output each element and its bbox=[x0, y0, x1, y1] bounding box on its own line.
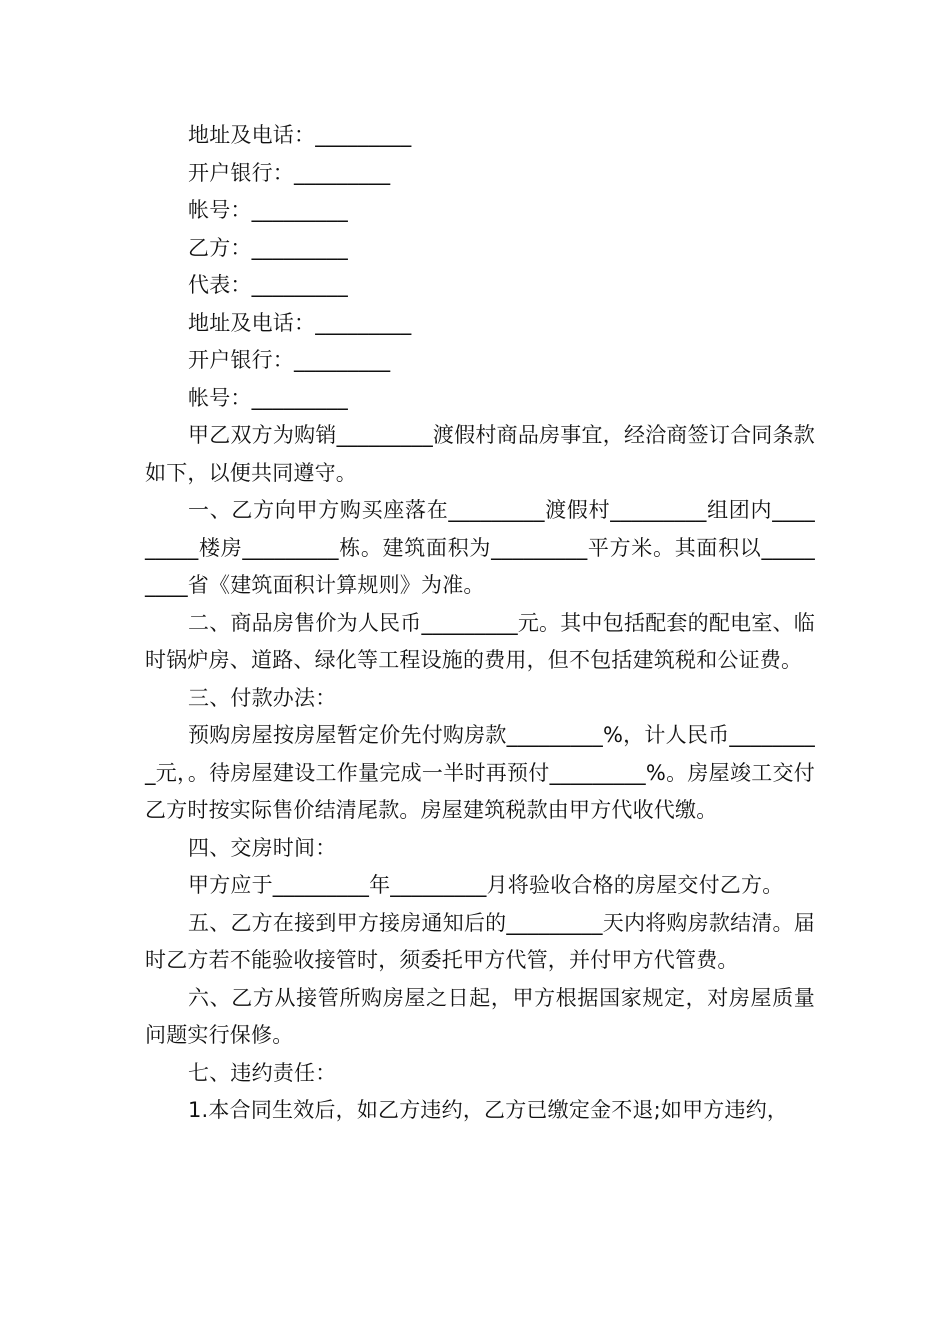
party-a-address-phone: 地址及电话：_________ bbox=[188, 123, 412, 147]
party-b-account: 帐号：_________ bbox=[188, 385, 348, 410]
clause-4-heading: 四、交房时间： bbox=[188, 835, 337, 860]
clause-5-paragraph: 五、乙方在接到甲方接房通知后的_________天内将购房款结清。届时乙方若不能验收接管时，须委托甲方代管，并付甲方代管费。 bbox=[145, 910, 815, 972]
party-a-bank: 开户银行：_________ bbox=[188, 160, 391, 185]
clause-7-item-1: 1.本合同生效后，如乙方违约，乙方已缴定金不退;如甲方违约， bbox=[188, 1098, 789, 1122]
preamble-paragraph: 甲乙双方为购销_________渡假村商品房事宜，经洽商签订合同条款如下，以便共同遵守。 bbox=[145, 423, 815, 485]
contract-body bbox=[145, 117, 815, 1130]
clause-7-heading: 七、违约责任： bbox=[188, 1060, 337, 1085]
party-b-representative: 代表：_________ bbox=[188, 273, 348, 297]
clause-6-paragraph: 六、乙方从接管所购房屋之日起，甲方根据国家规定，对房屋质量问题实行保修。 bbox=[145, 985, 815, 1047]
party-b-address-phone: 地址及电话：_________ bbox=[188, 310, 412, 335]
clause-4-paragraph: 甲方应于_________年_________月将验收合格的房屋交付乙方。 bbox=[188, 873, 784, 897]
clause-3-paragraph: 预购房屋按房屋暂定价先付购房款_________%，计人民币_________元，。待房屋建设工作量完成一半时再预付_________%。房屋竣工交付乙方时按实际售价结清尾款。房屋建筑税款由甲方代收代缴。 bbox=[145, 723, 815, 822]
party-b-name: 乙方：_________ bbox=[188, 235, 348, 260]
party-a-account: 帐号：_________ bbox=[188, 198, 348, 222]
clause-1-paragraph: 一、乙方向甲方购买座落在_________渡假村_________组团内_________楼房_________栋。建筑面积为_________平方米。其面积以_________省《建筑面积计算规则》为准。 bbox=[145, 498, 815, 597]
party-b-bank: 开户银行：_________ bbox=[188, 348, 391, 372]
clause-3-heading: 三、付款办法： bbox=[188, 685, 337, 710]
clause-2-paragraph: 二、商品房售价为人民币_________元。其中包括配套的配电室、临时锅炉房、道路、绿化等工程设施的费用，但不包括建筑税和公证费。 bbox=[145, 610, 815, 672]
